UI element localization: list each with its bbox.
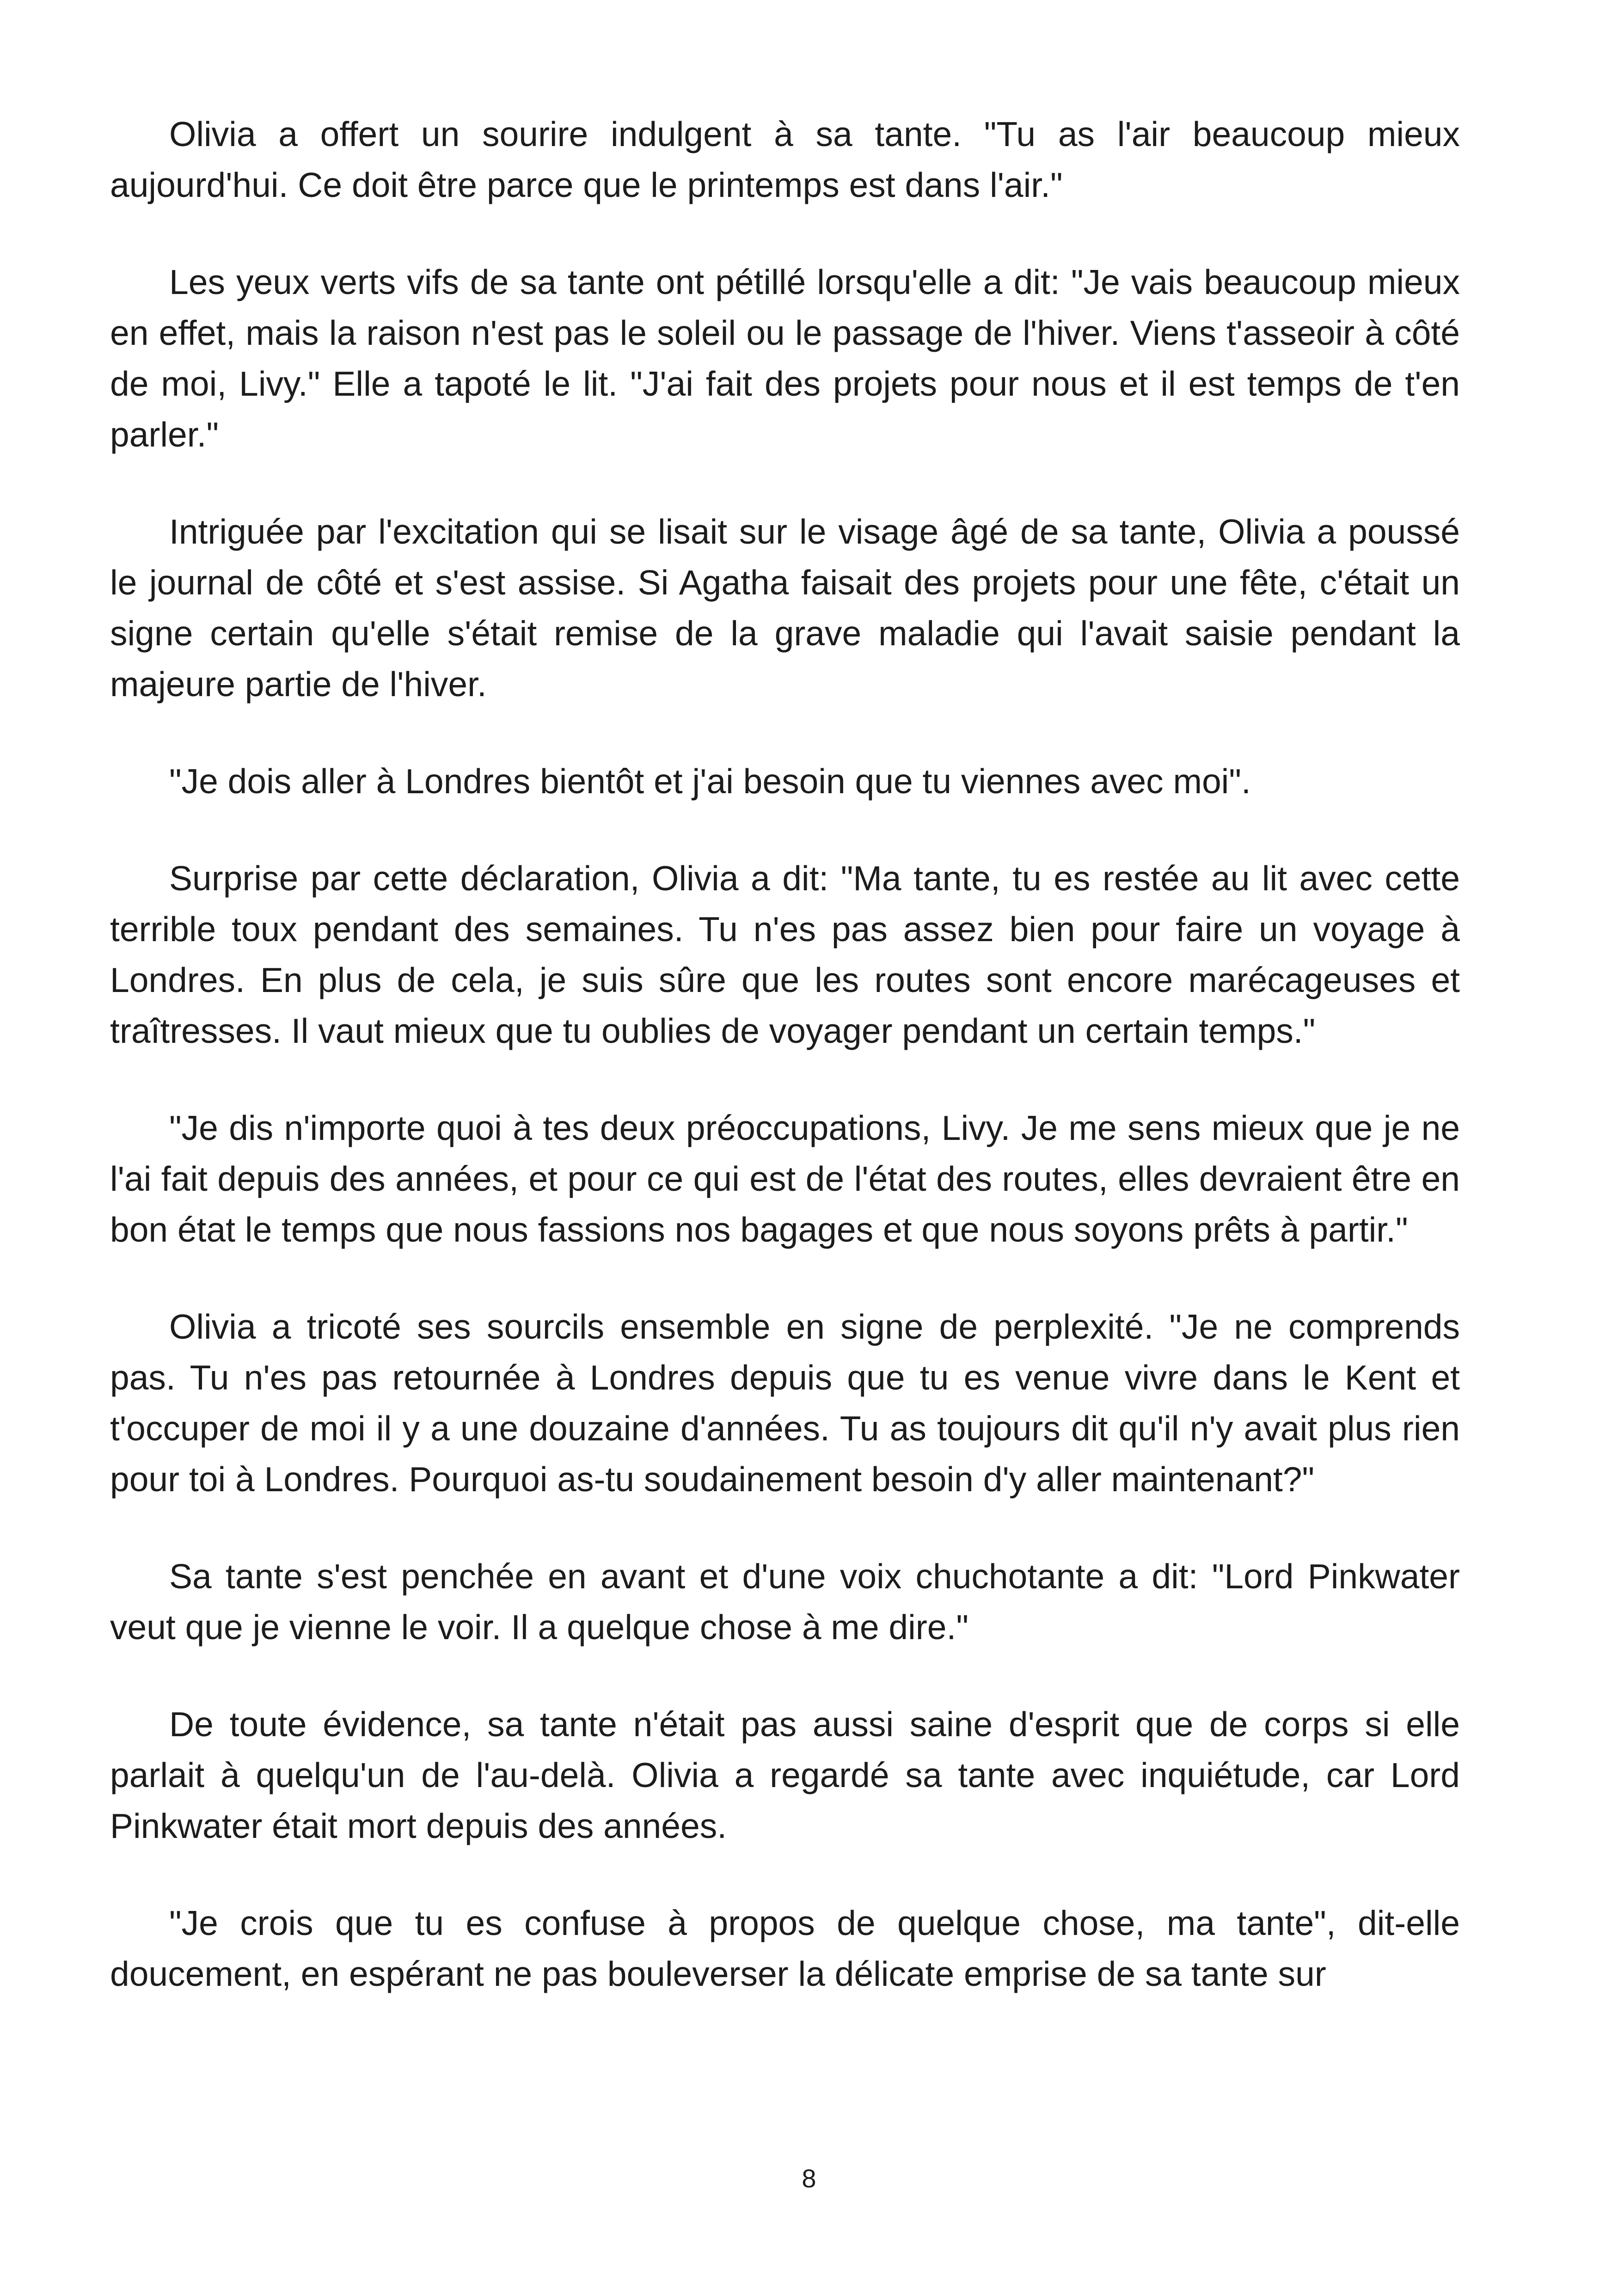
paragraph: Surprise par cette déclaration, Olivia a dit: "Ma tante, tu es restée au lit avec cette terrible toux pendant des semaines. Tu n'es pas assez bien pour faire un voyage à Londres. En plus de cela, je suis sûre que les routes sont encore marécageuses et traîtresses. Il vaut mieux que tu oublies de voyager pendant un certain temps."	[110, 859, 1460, 1050]
paragraph: Les yeux verts vifs de sa tante ont pétillé lorsqu'elle a dit: "Je vais beaucoup mieux en effet, mais la raison n'est pas le soleil ou le passage de l'hiver. Viens t'asseoir à côté de moi, Livy." Elle a tapoté le lit. "J'ai fait des projets pour nous et il est temps de t'en parler."	[110, 263, 1460, 454]
paragraph: De toute évidence, sa tante n'était pas aussi saine d'esprit que de corps si elle parlait à quelqu'un de l'au-delà. Olivia a regardé sa tante avec inquiétude, car Lord Pinkwater était mort depuis des années.	[110, 1705, 1460, 1845]
page-number: 8	[802, 2164, 816, 2193]
paragraph: Olivia a offert un sourire indulgent à sa tante. "Tu as l'air beaucoup mieux aujourd'hui. Ce doit être parce que le printemps est dans l'air."	[110, 115, 1460, 204]
paragraph: "Je dois aller à Londres bientôt et j'ai besoin que tu viennes avec moi".	[169, 762, 1251, 801]
paragraph: Olivia a tricoté ses sourcils ensemble en signe de perplexité. "Je ne comprends pas. Tu n'es pas retournée à Londres depuis que tu es venue vivre dans le Kent et t'occuper de moi il y a une douzaine d'années. Tu as toujours dit qu'il n'y avait plus rien pour toi à Londres. Pourquoi as-tu soudainement besoin d'y aller maintenant?"	[110, 1307, 1460, 1499]
body-text	[110, 109, 1460, 1999]
paragraph: "Je crois que tu es confuse à propos de quelque chose, ma tante", dit-elle doucement, en espérant ne pas bouleverser la délicate emprise de sa tante sur	[110, 1904, 1460, 1993]
paragraph: Sa tante s'est penchée en avant et d'une voix chuchotante a dit: "Lord Pinkwater veut que je vienne le voir. Il a quelque chose à me dire."	[110, 1557, 1460, 1647]
paragraph: "Je dis n'importe quoi à tes deux préoccupations, Livy. Je me sens mieux que je ne l'ai fait depuis des années, et pour ce qui est de l'état des routes, elles devraient être en bon état le temps que nous fassions nos bagages et que nous soyons prêts à partir."	[110, 1108, 1460, 1249]
paragraph: Intriguée par l'excitation qui se lisait sur le visage âgé de sa tante, Olivia a poussé le journal de côté et s'est assise. Si Agatha faisait des projets pour une fête, c'était un signe certain qu'elle s'était remise de la grave maladie qui l'avait saisie pendant la majeure partie de l'hiver.	[110, 512, 1460, 704]
